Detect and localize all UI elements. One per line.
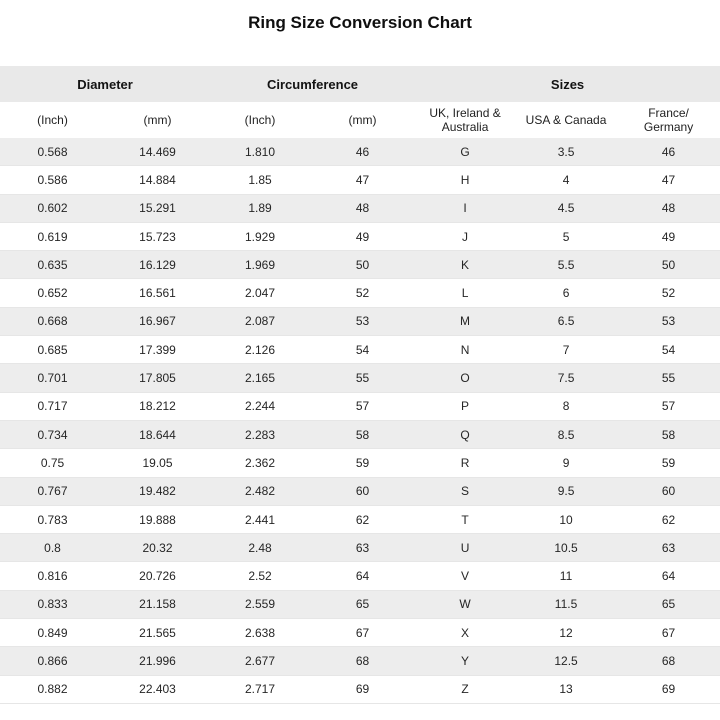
table-cell: 12: [515, 619, 617, 647]
table-cell: 6.5: [515, 307, 617, 335]
table-cell: 67: [617, 619, 720, 647]
table-cell: 0.619: [0, 222, 105, 250]
table-cell: 3.5: [515, 138, 617, 166]
table-cell: 65: [310, 590, 415, 618]
table-cell: 62: [310, 505, 415, 533]
table-row: [0, 675, 720, 703]
table-row: [0, 194, 720, 222]
table-cell: J: [415, 222, 515, 250]
table-cell: 0.816: [0, 562, 105, 590]
table-cell: 69: [617, 675, 720, 703]
table-cell: 10.5: [515, 534, 617, 562]
table-cell: 12.5: [515, 647, 617, 675]
table-cell: 0.668: [0, 307, 105, 335]
table-cell: 8.5: [515, 420, 617, 448]
column-header-diameter-mm: (mm): [105, 102, 210, 138]
table-row: [0, 477, 720, 505]
table-cell: 2.362: [210, 449, 310, 477]
column-header-row: [0, 102, 720, 138]
table-cell: 21.996: [105, 647, 210, 675]
table-cell: 5.5: [515, 251, 617, 279]
column-header-circumference-mm: (mm): [310, 102, 415, 138]
group-header-circumference: Circumference: [210, 66, 415, 102]
table-row: [0, 166, 720, 194]
table-cell: 46: [617, 138, 720, 166]
table-cell: 0.602: [0, 194, 105, 222]
table-row: [0, 364, 720, 392]
table-cell: 4.5: [515, 194, 617, 222]
table-row: [0, 619, 720, 647]
page-title: Ring Size Conversion Chart: [248, 13, 472, 32]
table-cell: 54: [617, 336, 720, 364]
table-cell: 69: [310, 675, 415, 703]
table-cell: 48: [310, 194, 415, 222]
table-cell: 14.884: [105, 166, 210, 194]
table-cell: 0.849: [0, 619, 105, 647]
table-cell: 55: [617, 364, 720, 392]
table-cell: 0.833: [0, 590, 105, 618]
table-cell: V: [415, 562, 515, 590]
table-cell: 21.158: [105, 590, 210, 618]
table-cell: 52: [310, 279, 415, 307]
table-cell: T: [415, 505, 515, 533]
table-cell: 1.89: [210, 194, 310, 222]
table-cell: 7: [515, 336, 617, 364]
table-cell: 2.52: [210, 562, 310, 590]
table-cell: 0.734: [0, 420, 105, 448]
table-cell: 54: [310, 336, 415, 364]
table-cell: 0.882: [0, 675, 105, 703]
table-cell: 14.469: [105, 138, 210, 166]
table-cell: 50: [617, 251, 720, 279]
table-cell: 13: [515, 675, 617, 703]
table-row: [0, 336, 720, 364]
table-cell: 58: [617, 420, 720, 448]
table-cell: 19.05: [105, 449, 210, 477]
table-head: [0, 66, 720, 138]
table-cell: 57: [617, 392, 720, 420]
table-cell: 2.48: [210, 534, 310, 562]
table-cell: 57: [310, 392, 415, 420]
table-cell: 47: [310, 166, 415, 194]
table-body: [0, 138, 720, 703]
table-cell: H: [415, 166, 515, 194]
group-header-diameter: Diameter: [0, 66, 210, 102]
table-cell: 17.399: [105, 336, 210, 364]
table-cell: 55: [310, 364, 415, 392]
table-row: [0, 138, 720, 166]
ring-size-conversion-table: [0, 66, 720, 704]
table-cell: 53: [617, 307, 720, 335]
table-cell: 16.561: [105, 279, 210, 307]
table-cell: U: [415, 534, 515, 562]
table-cell: 2.165: [210, 364, 310, 392]
table-cell: 1.929: [210, 222, 310, 250]
table-row: [0, 251, 720, 279]
table-cell: 46: [310, 138, 415, 166]
table-cell: 0.586: [0, 166, 105, 194]
table-cell: 15.723: [105, 222, 210, 250]
table-cell: 17.805: [105, 364, 210, 392]
column-header-usa-canada: USA & Canada: [515, 102, 617, 138]
table-row: [0, 562, 720, 590]
table-cell: 64: [617, 562, 720, 590]
table-cell: P: [415, 392, 515, 420]
table-cell: 0.767: [0, 477, 105, 505]
table-cell: 20.726: [105, 562, 210, 590]
table-cell: 52: [617, 279, 720, 307]
table-cell: 67: [310, 619, 415, 647]
table-cell: 9.5: [515, 477, 617, 505]
table-cell: 63: [310, 534, 415, 562]
table-cell: 59: [310, 449, 415, 477]
table-cell: 68: [310, 647, 415, 675]
table-cell: 59: [617, 449, 720, 477]
table-cell: 60: [310, 477, 415, 505]
table-cell: 11: [515, 562, 617, 590]
table-cell: 18.212: [105, 392, 210, 420]
table-cell: 15.291: [105, 194, 210, 222]
group-header-sizes: Sizes: [415, 66, 720, 102]
table-cell: 0.75: [0, 449, 105, 477]
table-cell: Y: [415, 647, 515, 675]
table-cell: 1.969: [210, 251, 310, 279]
table-cell: 65: [617, 590, 720, 618]
column-header-france-germany: France/ Germany: [617, 102, 720, 138]
table-cell: 2.482: [210, 477, 310, 505]
table-cell: 0.866: [0, 647, 105, 675]
table-row: [0, 590, 720, 618]
table-cell: 19.888: [105, 505, 210, 533]
table-cell: 2.283: [210, 420, 310, 448]
group-header-row: [0, 66, 720, 102]
table-cell: X: [415, 619, 515, 647]
table-cell: 10: [515, 505, 617, 533]
table-cell: 60: [617, 477, 720, 505]
table-cell: 2.126: [210, 336, 310, 364]
table-cell: 68: [617, 647, 720, 675]
table-cell: 49: [310, 222, 415, 250]
table-cell: 4: [515, 166, 617, 194]
table-cell: 20.32: [105, 534, 210, 562]
column-header-diameter-inch: (Inch): [0, 102, 105, 138]
table-cell: G: [415, 138, 515, 166]
table-cell: 16.129: [105, 251, 210, 279]
table-cell: 6: [515, 279, 617, 307]
table-cell: 8: [515, 392, 617, 420]
table-cell: 0.635: [0, 251, 105, 279]
table-cell: 0.685: [0, 336, 105, 364]
table-cell: 47: [617, 166, 720, 194]
table-cell: 63: [617, 534, 720, 562]
table-cell: I: [415, 194, 515, 222]
table-cell: 2.047: [210, 279, 310, 307]
table-cell: 2.638: [210, 619, 310, 647]
table-cell: 53: [310, 307, 415, 335]
table-cell: 16.967: [105, 307, 210, 335]
table-cell: R: [415, 449, 515, 477]
table-cell: N: [415, 336, 515, 364]
table-row: [0, 420, 720, 448]
table-cell: 18.644: [105, 420, 210, 448]
table-row: [0, 505, 720, 533]
table-cell: 2.244: [210, 392, 310, 420]
table-cell: K: [415, 251, 515, 279]
table-cell: 49: [617, 222, 720, 250]
table-row: [0, 392, 720, 420]
table-cell: 22.403: [105, 675, 210, 703]
table-cell: 62: [617, 505, 720, 533]
table-row: [0, 647, 720, 675]
table-cell: 0.701: [0, 364, 105, 392]
table-cell: 11.5: [515, 590, 617, 618]
table-cell: 58: [310, 420, 415, 448]
table-cell: 48: [617, 194, 720, 222]
column-header-uk-ireland-australia: UK, Ireland & Australia: [415, 102, 515, 138]
table-cell: O: [415, 364, 515, 392]
table-cell: 0.652: [0, 279, 105, 307]
table-cell: 2.087: [210, 307, 310, 335]
table-row: [0, 279, 720, 307]
table-row: [0, 534, 720, 562]
table-cell: 0.568: [0, 138, 105, 166]
table-cell: 1.85: [210, 166, 310, 194]
table-row: [0, 307, 720, 335]
table-cell: 9: [515, 449, 617, 477]
table-cell: M: [415, 307, 515, 335]
table-cell: 0.8: [0, 534, 105, 562]
column-header-circumference-inch: (Inch): [210, 102, 310, 138]
table-row: [0, 222, 720, 250]
table-cell: 64: [310, 562, 415, 590]
table-cell: 2.441: [210, 505, 310, 533]
table-cell: W: [415, 590, 515, 618]
table-cell: 2.559: [210, 590, 310, 618]
table-cell: 0.783: [0, 505, 105, 533]
table-cell: 21.565: [105, 619, 210, 647]
table-cell: 19.482: [105, 477, 210, 505]
table-cell: 7.5: [515, 364, 617, 392]
table-cell: 50: [310, 251, 415, 279]
table-cell: 2.717: [210, 675, 310, 703]
table-cell: 0.717: [0, 392, 105, 420]
table-cell: 5: [515, 222, 617, 250]
table-cell: 1.810: [210, 138, 310, 166]
table-cell: Q: [415, 420, 515, 448]
table-cell: S: [415, 477, 515, 505]
table-cell: 2.677: [210, 647, 310, 675]
table-row: [0, 449, 720, 477]
table-cell: Z: [415, 675, 515, 703]
table-cell: L: [415, 279, 515, 307]
